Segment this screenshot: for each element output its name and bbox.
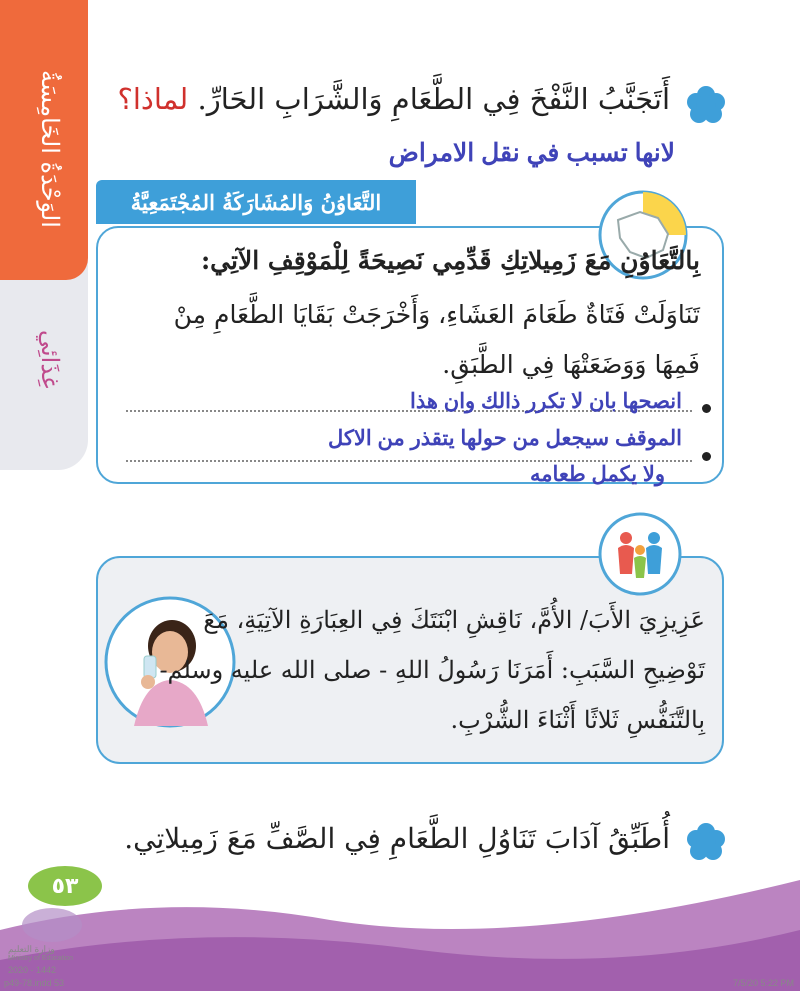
parent-note-line-3: بِالتَّنَفُّسِ ثَلاثًا أَثْنَاءَ الشُّرْبِ. bbox=[450, 706, 705, 734]
file-name: p49-78.indd 53 bbox=[4, 978, 65, 988]
ministry-name-en: Ministry of Education bbox=[8, 955, 73, 962]
bullet-1 bbox=[702, 404, 711, 413]
etiquette-statement: أُطَبِّقُ آدَابَ تَنَاوُلِ الطَّعَامِ فِي الصَّفِّ مَعَ زَمِيلاتِي. bbox=[124, 822, 670, 855]
cooperation-banner: التَّعَاوُنُ وَالمُشَارَكَةُ المُجْتَمَعِيَّةُ bbox=[96, 180, 416, 224]
footer-wave bbox=[0, 870, 800, 991]
flower-bullet-icon bbox=[686, 85, 726, 125]
family-icon bbox=[598, 512, 682, 596]
bullet-2 bbox=[702, 452, 711, 461]
flower-bullet-icon bbox=[686, 822, 726, 862]
scenario-line-1: تَنَاوَلَتْ فَتَاةٌ طَعَامَ العَشَاءِ، وَأَخْرَجَتْ بَقَايَا الطَّعَامِ مِنْ bbox=[173, 300, 700, 329]
advice-answer-1: انصحها بان لا تكرر ذالك وان هذا bbox=[410, 390, 682, 413]
topic-label: غِذَائِي bbox=[36, 330, 64, 389]
ministry-logo bbox=[22, 908, 82, 942]
question-heading bbox=[117, 82, 670, 116]
page-number: ٥٣ bbox=[28, 866, 102, 906]
edition-year: 2020 - 1442 bbox=[8, 965, 57, 975]
scenario-line-2: فَمِهَا وَوَضَعَتْهَا فِي الطَّبَقِ. bbox=[442, 350, 700, 379]
parent-note-line-2: تَوْضِيحِ السَّبَبِ: أَمَرَنَا رَسُولُ اللهِ - صلى الله عليه وسلم- bbox=[159, 656, 705, 684]
question-why: لماذا؟ bbox=[117, 82, 189, 116]
unit-label: الوَحْدَةُ الخَامِسَةُ bbox=[36, 70, 64, 228]
advice-answer-2-line-2: ولا يكمل طعامه bbox=[529, 463, 665, 486]
question-main: أَتَجَنَّبُ النَّفْخَ فِي الطَّعَامِ وَالشَّرَابِ الحَارِّ. bbox=[197, 82, 670, 116]
advice-answer-2-line-1: الموقف سيجعل من حولها يتقذر من الاكل bbox=[328, 427, 682, 450]
print-date: 7/5/20 5:22 PM bbox=[732, 978, 794, 988]
ministry-name: وزارة التعليم bbox=[8, 944, 55, 954]
answer-1: لانها تسبب في نقل الامراض bbox=[388, 139, 675, 167]
parent-note-line-1: عَزِيزِيَ الأَبَ/ الأُمَّ، نَاقِشِ ابْنَتَكَ فِي العِبَارَةِ الآتِيَةِ، مَعَ bbox=[203, 606, 705, 634]
activity-instruction: بِالتَّعَاوُنِ مَعَ زَمِيلاتِكِ قَدِّمِي نَصِيحَةً لِلْمَوْقِفِ الآتِي: bbox=[200, 246, 700, 275]
